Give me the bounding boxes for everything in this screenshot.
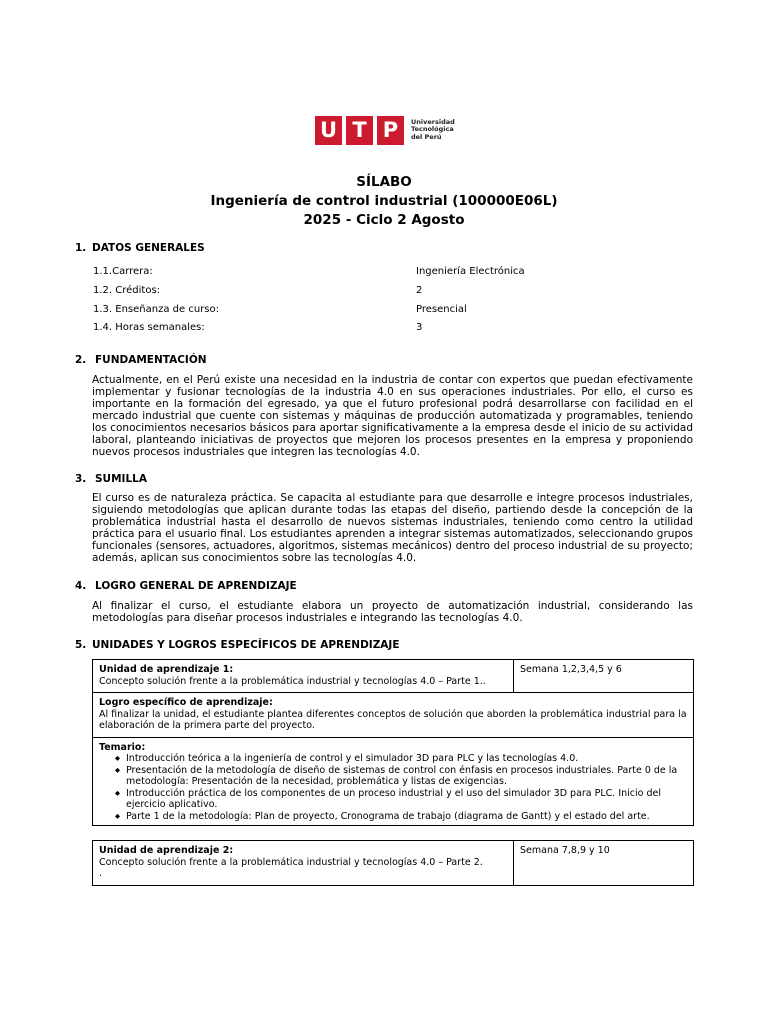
section-heading-logro-general — [75, 580, 297, 592]
temario-item: ◆ Presentación de la metodología de diseño de sistemas de control con énfasis en procesos industriales. Parte 0 de la metodología: Presentación de la necesidad, problemática y listas de exigencias. — [126, 765, 687, 788]
section-number: 1. — [75, 242, 87, 254]
field-label-creditos: 1.2. Créditos: — [93, 285, 161, 296]
unit-description-extra: . — [99, 868, 103, 879]
section-heading-sumilla — [75, 473, 147, 485]
logo-line: Universidad — [411, 117, 455, 126]
logo-letter-p: P — [377, 116, 404, 145]
unit-table-2 — [92, 840, 694, 886]
sumilla-paragraph: El curso es de naturaleza práctica. Se capacita al estudiante para que desarrolle e integre procesos industriales, siguiendo metodologías que aplican durante todas las etapas del diseño, partiendo desde la concepción de la problemática industrial hasta el desarrollo de nuevos sistemas industriales, teniendo como centro la utilidad práctica para el usuario final. Los estudiantes aprenden a integrar sistemas automatizados, seleccionando grupos funcionales (sensores, actuadores, algoritmos, sistemas mecánicos) dentro del proceso industrial de su proyecto; además, aplican sus conocimientos sobre las tecnologías 4.0. — [92, 492, 693, 564]
unit-cell — [93, 841, 514, 886]
unit-weeks: Semana 1,2,3,4,5 y 6 — [514, 660, 694, 693]
unit-description: Concepto solución frente a la problemática industrial y tecnologías 4.0 – Parte 2. — [99, 856, 483, 868]
temario-heading: Temario: — [99, 741, 146, 753]
title-line-cycle: 2025 - Ciclo 2 Agosto — [303, 212, 465, 228]
logo-letter-u: U — [315, 116, 342, 145]
section-title-text: DATOS GENERALES — [92, 242, 205, 254]
section-number: 5. — [75, 639, 87, 651]
temario-list — [99, 753, 687, 822]
unit-description: Concepto solución frente a la problemática industrial y tecnologías 4.0 – Parte 1.. — [99, 675, 486, 687]
unit-heading: Unidad de aprendizaje 2: — [99, 845, 234, 856]
logro-heading: Logro específico de aprendizaje: — [99, 697, 273, 708]
section-number: 3. — [75, 473, 87, 485]
section-number: 2. — [75, 354, 87, 366]
unit-header-row — [93, 841, 694, 886]
fundamentacion-paragraph: Actualmente, en el Perú existe una necesidad en la industria de contar con expertos que puedan efectivamente implementar y fusionar tecnologías de la industria 4.0 en sus operaciones industriales. Por ello, el curso es importante en la formación del egresado, ya que el futuro profesional podrá desarrollarse con facilidad en el mercado industrial que cuente con sistemas y máquinas de producción automatizada y programables, teniendo los conocimientos necesarios básicos para aportar significativamente a la empresa desde el inicio de su actividad laboral, planteando iniciativas de proyectos que mejoren los procesos presentes en la empresa y proponiendo nuevos procesos industriales que integren las tecnologías 4.0. — [92, 374, 693, 458]
field-label-ensenanza: 1.3. Enseñanza de curso: — [93, 304, 219, 315]
logro-general-paragraph: Al finalizar el curso, el estudiante elabora un proyecto de automatización industrial, considerando las metodologías para diseñar procesos industriales e integrando las tecnologías 4.0. — [92, 600, 693, 624]
unit-header-row — [93, 660, 694, 693]
section-title-text: FUNDAMENTACIÓN — [95, 354, 207, 366]
section-title-text: UNIDADES Y LOGROS ESPECÍFICOS DE APRENDIZAJE — [92, 639, 400, 651]
logo-line: Tecnológica — [411, 125, 454, 134]
logo-line: del Perú — [411, 132, 442, 141]
unit-cell — [93, 660, 514, 693]
section-title-text: SUMILLA — [95, 473, 147, 485]
section-heading-datos-generales — [75, 242, 205, 254]
field-value-carrera: Ingeniería Electrónica — [416, 266, 525, 277]
unit-table-1 — [92, 659, 694, 826]
title-line-course: Ingeniería de control industrial (100000E06L) — [210, 193, 558, 209]
unit-weeks: Semana 7,8,9 y 10 — [514, 841, 694, 886]
field-label-carrera: 1.1.Carrera: — [93, 266, 153, 277]
logro-text: Al finalizar la unidad, el estudiante plantea diferentes conceptos de solución que aborden la problemática industrial para la elaboración de la primera parte del proyecto. — [99, 708, 687, 731]
section-heading-unidades — [75, 639, 400, 651]
section-heading-fundamentacion — [75, 354, 207, 366]
temario-item: ◆ Introducción práctica de los componentes de un proceso industrial y el uso del simulador 3D para PLC. Inicio del ejercicio aplicativo. — [126, 788, 687, 811]
temario-item: ◆ Parte 1 de la metodología: Plan de proyecto, Cronograma de trabajo (diagrama de Gantt) y el estado del arte. — [126, 811, 687, 823]
section-title-text: LOGRO GENERAL DE APRENDIZAJE — [95, 580, 297, 592]
unit-heading: Unidad de aprendizaje 1: — [99, 664, 234, 675]
temario-row — [93, 737, 694, 826]
temario-cell — [93, 737, 694, 826]
field-label-horas: 1.4. Horas semanales: — [93, 322, 205, 333]
logro-cell — [93, 693, 694, 738]
field-value-creditos: 2 — [416, 285, 423, 296]
field-value-ensenanza: Presencial — [416, 304, 467, 315]
title-line-silabo: SÍLABO — [356, 174, 412, 190]
utp-logo — [315, 114, 455, 146]
logo-letter-t: T — [346, 116, 373, 145]
field-value-horas: 3 — [416, 322, 423, 333]
document-title — [0, 173, 768, 230]
section-number: 4. — [75, 580, 87, 592]
temario-item: ◆ Introducción teórica a la ingeniería de control y el simulador 3D para PLC y las tecnologías 4.0. — [126, 753, 687, 765]
logo-text — [411, 119, 455, 142]
logro-row — [93, 693, 694, 738]
